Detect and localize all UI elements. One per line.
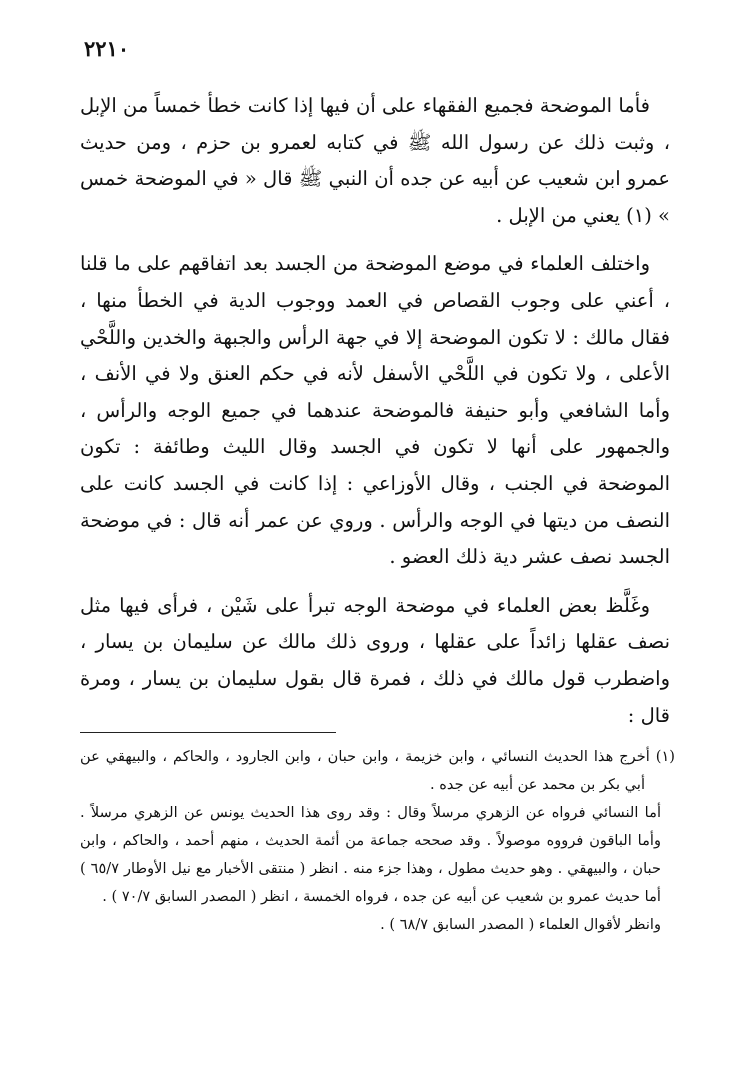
footnote-divider (80, 732, 336, 733)
footnote-1-continuation: أما النسائي فرواه عن الزهري مرسلاً وقال : وقد روى هذا الحديث يونس عن الزهري مرسلاً . وأما الباقون فرووه موصولاً . وقد صححه جماعة من أئمة الحديث ، منهم أحمد ، والحاكم ، وابن حبان ، والبيهقي . وهو حديث مطول ، وهذا جزء منه . انظر ( منتقى الأخبار مع نيل الأوطار ٦٥/٧ ) أما حديث عمرو بن شعيب عن أبيه عن جده ، فرواه الخمسة ، انظر ( المصدر السابق ٧٠/٧ ) . (80, 804, 661, 905)
footnotes (80, 743, 675, 939)
main-text (80, 88, 670, 746)
paragraph-1: فأما الموضحة فجميع الفقهاء على أن فيها إذا كانت خطأ خمساً من الإبل ، وثبت ذلك عن رسول الله ﷺ في كتابه لعمرو بن حزم ، ومن حديث عمرو ابن شعيب عن أبيه عن جده أن النبي ﷺ قال « في الموضحة خمس » (١) يعني من الإبل . (80, 94, 670, 227)
footnote-1: (١) أخرج هذا الحديث النسائي ، وابن خزيمة ، وابن حبان ، وابن الجارود ، والحاكم ، والبيهقي عن أبي بكر بن محمد عن أبيه عن جده . (80, 748, 675, 793)
page-number: ٢٢١٠ (84, 36, 130, 61)
paragraph-2: واختلف العلماء في موضع الموضحة من الجسد بعد اتفاقهم على ما قلنا ، أعني على وجوب القصاص في العمد ووجوب الدية في الخطأ منها ، فقال مالك : لا تكون الموضحة إلا في جهة الرأس والجبهة والخدين واللَّحْي الأعلى ، ولا تكون في اللَّحْي الأسفل لأنه في حكم العنق ولا في الأنف ، وأما الشافعي وأبو حنيفة فالموضحة عندهما في جميع الوجه والرأس ، والجمهور على أنها لا تكون في الجسد وقال الليث وطائفة : تكون الموضحة في الجنب ، وقال الأوزاعي : إذا كانت في الجسد كانت على النصف من ديتها في الوجه والرأس . وروي عن عمر أنه قال : في موضحة الجسد نصف عشر دية ذلك العضو . (80, 252, 670, 569)
paragraph-3: وغَلَّظ بعض العلماء في موضحة الوجه تبرأ على شَيْن ، فرأى فيها مثل نصف عقلها زائداً على عقلها ، وروى ذلك مالك عن سليمان بن يسار ، واضطرب قول مالك في ذلك ، فمرة قال بقول سليمان بن يسار ، ومرة قال : (80, 593, 670, 727)
footnote-1-reference: وانظر لأقوال العلماء ( المصدر السابق ٦٨/٧ ) . (380, 916, 661, 933)
